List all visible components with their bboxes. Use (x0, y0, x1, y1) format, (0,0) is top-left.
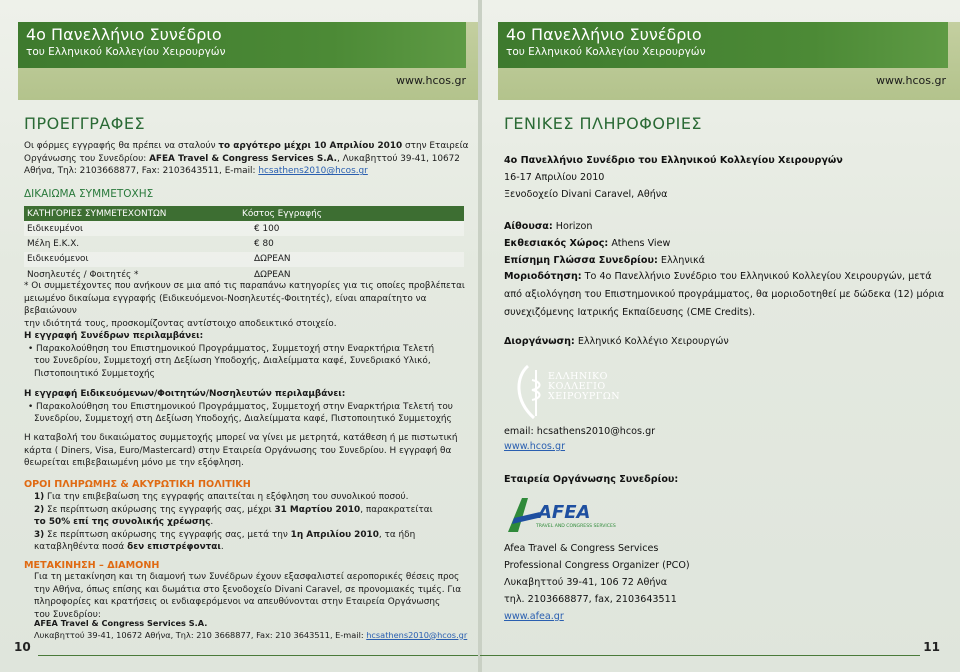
fee-category: Νοσηλευτές / Φοιτητές * (27, 269, 139, 280)
fees-heading: ΔΙΚΑΙΩΜΑ ΣΥΜΜΕΤΟΧΗΣ (24, 188, 154, 200)
payment-text (24, 432, 469, 470)
header-website: www.hcos.gr (876, 74, 946, 87)
header-website: www.hcos.gr (396, 74, 466, 87)
pco-line: Afea Travel & Congress Services (504, 543, 659, 554)
policy-text: , τα ήδη (378, 529, 416, 540)
fee-category: Ειδικευόμενοι (27, 254, 89, 265)
conference-dates: 16-17 Απριλίου 2010 (504, 172, 605, 183)
intro-text: στην Εταιρεία (402, 141, 469, 151)
email-link[interactable]: hcsathens2010@hcos.gr (366, 629, 468, 640)
right-page (480, 0, 960, 672)
policy-text: Για την επιβεβαίωση της εγγραφής απαιτείται η εξόφληση του συνολικού ποσού. (44, 492, 409, 502)
policy-no-refund: δεν επιστρέφονται (127, 542, 221, 553)
credits-text: Το 4ο Πανελλήνιο Συνέδριο του Ελληνικού Κολλεγίου Χειρουργών, μετά (581, 271, 932, 282)
hall-value: Horizon (552, 221, 593, 232)
credits-text: από αξιολόγηση του Επιστημονικού προγράμματος, θα μοριοδοτηθεί με δώδεκα (12) μόρια (504, 289, 945, 300)
footer-divider (480, 655, 920, 656)
language-label: Επίσημη Γλώσσα Συνεδρίου: (504, 255, 658, 266)
note-line: * Οι συμμετέχοντες που ανήκουν σε μια από τις παραπάνω κατηγορίες για τις οποίες προβλέπεται (24, 281, 465, 291)
fee-price: ΔΩΡΕΑΝ (254, 254, 291, 265)
inclusions-residents (24, 388, 472, 426)
policy-charge: το 50% επί της συνολικής χρέωσης (34, 517, 211, 528)
afea-tagline: TRAVEL AND CONGRESS SERVICES (536, 524, 616, 529)
conference-venue: Ξενοδοχείο Divani Caravel, Αθήνα (504, 189, 668, 200)
policy-text: καταβληθέντα ποσά (34, 542, 128, 553)
fee-table-header (24, 206, 464, 221)
fee-category: Μέλη Ε.Κ.Χ. (27, 239, 80, 250)
fee-price: € 100 (254, 223, 280, 234)
inclusion-item: του Συνεδρίου, Συμμετοχή στη Δεξίωση Υποδοχής, Διαλείμματα καφέ, Συνεδριακό Υλικό, (34, 356, 431, 367)
header-green-bar (18, 22, 466, 68)
language-value: Ελληνικά (657, 255, 705, 266)
pco-line: Λυκαβηττού 39-41, 106 72 Αθήνα (504, 577, 668, 588)
policy-date: 1η Απριλίου 2010 (290, 529, 379, 540)
transfer-line: την Αθήνα, όπως επίσης και δωμάτια στο ξενοδοχείο Divani Caravel, σε προνομιακές τιμές. Για (34, 584, 462, 595)
header-green-bar (498, 22, 948, 68)
company-name: AFEA Travel & Congress Services S.A. (34, 618, 208, 628)
pco-heading: Εταιρεία Οργάνωσης Συνεδρίου: (504, 474, 679, 485)
fee-price: ΔΩΡΕΑΝ (254, 269, 291, 280)
credits-label: Μοριοδότηση: (504, 271, 582, 282)
policy-date: 31 Μαρτίου 2010 (274, 504, 361, 515)
fee-col-cost: Κόστος Εγγραφής (242, 208, 322, 219)
transfer-line: του Συνεδρίου: (34, 609, 101, 620)
page-number: 11 (923, 640, 940, 654)
inclusion-item: Συνεδρίου, Συμμετοχή στη Δεξίωση Υποδοχής, Διαλείμματα καφέ, Πιστοποιητικό Συμμετοχής (34, 414, 452, 425)
company-contact (34, 618, 474, 641)
transfer-line: πληροφορίες και κρατήσεις οι ενδιαφερόμενοι να απευθύνονται στην Εταιρεία Οργάνωσης (34, 597, 441, 608)
inclusion-item: Πιστοποιητικό Συμμετοχής (34, 368, 155, 379)
policy-text: . (220, 542, 224, 553)
conference-title: 4ο Πανελλήνιο Συνέδριο (26, 25, 222, 44)
policy-text: Σε περίπτωση ακύρωσης της εγγραφής σας, μετά την (44, 529, 291, 540)
fee-price: € 80 (254, 239, 274, 250)
inclusions-heading: Η εγγραφή Συνέδρων περιλαμβάνει: (24, 331, 204, 341)
fee-category: Ειδικευμένοι (27, 223, 84, 234)
logo-text: ΚΟΛΛΕΓΙΟ (548, 381, 606, 392)
college-logo (506, 360, 646, 424)
registration-intro (24, 140, 469, 178)
inclusion-item: • Παρακολούθηση του Επιστημονικού Προγράμματος, Συμμετοχή στην Εναρκτήρια Τελετή του (28, 401, 453, 412)
policy-text: Σε περίπτωση ακύρωσης της εγγραφής σας, μέχρι (44, 504, 275, 515)
logo-text: ΧΕΙΡΟΥΡΓΩΝ (548, 391, 621, 402)
inclusions-specialists (24, 330, 469, 380)
policy-heading: ΟΡΟΙ ΠΛΗΡΩΜΗΣ & ΑΚΥΡΩΤΙΚΗ ΠΟΛΙΤΙΚΗ (24, 479, 251, 490)
intro-deadline: το αργότερο μέχρι 10 Απριλίου 2010 (218, 141, 403, 151)
organizer-info (504, 336, 729, 347)
fee-note (24, 280, 472, 330)
table-row (24, 236, 464, 251)
intro-text: Αθήνα, Τηλ: 2103668877, Fax: 2103643511, E-mail: (24, 166, 259, 177)
fee-table (24, 206, 464, 283)
conference-info (504, 152, 944, 203)
intro-company: AFEA Travel & Congress Services S.A. (149, 153, 337, 164)
intro-text: Οργάνωσης του Συνεδρίου: (24, 153, 150, 164)
policy-text: . (210, 517, 214, 528)
logo-text: ΕΛΛΗΝΙΚΟ (548, 371, 608, 382)
afea-wordmark: AFEA (538, 502, 591, 523)
company-address: Λυκαβηττού 39-41, 10672 Αθήνα, Τηλ: 210 3668877, Fax: 210 3643511, E-mail: (34, 629, 367, 640)
inclusion-item: • Παρακολούθηση του Επιστημονικού Προγράμματος, Συμμετοχή στην Εναρκτήρια Τελετή (28, 343, 435, 354)
conference-title: 4ο Πανελλήνιο Συνέδριο (506, 25, 702, 44)
policy-number: 3) (34, 529, 45, 540)
transfer-heading: ΜΕΤΑΚΙΝΗΣΗ – ΔΙΑΜΟΝΗ (24, 560, 160, 571)
table-row (24, 252, 464, 267)
venue-details (504, 218, 944, 269)
conference-subtitle: του Ελληνικού Κολλεγίου Χειρουργών (506, 46, 706, 58)
conference-name: 4ο Πανελλήνιο Συνέδριο του Ελληνικού Κολλεγίου Χειρουργών (504, 155, 843, 166)
pco-details (504, 540, 690, 625)
footer-divider (38, 655, 478, 656)
policy-number: 1) (34, 492, 45, 502)
payment-line: κάρτα ( Diners, Visa, Euro/Mastercard) στην Εταιρεία Οργάνωσης του Συνεδρίου. Η εγγραφή θα (24, 445, 452, 456)
pco-line: τηλ. 2103668877, fax, 2103643511 (504, 594, 677, 605)
contact-email: email: hcsathens2010@hcos.gr (504, 426, 656, 437)
credits-text: συνεχιζόμενης Ιατρικής Εκπαίδευσης (CME Credits). (504, 307, 756, 318)
page-number: 10 (14, 640, 31, 654)
expo-label: Εκθεσιακός Χώρος: (504, 238, 609, 249)
transfer-text (34, 571, 474, 621)
contact-info (504, 424, 655, 454)
payment-line: θεωρείται επιβεβαιωμένη μόνο με την εξόφληση. (24, 458, 244, 469)
email-link[interactable]: hcsathens2010@hcos.gr (258, 166, 368, 177)
pco-website-link[interactable]: www.afea.gr (504, 611, 564, 622)
page-heading: ΠΡΟΕΓΓΡΑΦΕΣ (24, 114, 146, 133)
website-link[interactable]: www.hcos.gr (504, 441, 566, 452)
policy-list (34, 491, 464, 554)
organizer-value: Ελληνικό Κολλέγιο Χειρουργών (574, 336, 729, 347)
fee-col-category: ΚΑΤΗΓΟΡΙΕΣ ΣΥΜΜΕΤΕΧΟΝΤΩΝ (27, 208, 167, 219)
hall-label: Αίθουσα: (504, 221, 553, 232)
intro-text: , Λυκαβηττού 39-41, 10672 (337, 153, 460, 164)
intro-text: Οι φόρμες εγγραφής θα πρέπει να σταλούν (24, 141, 219, 151)
expo-value: Athens View (608, 238, 671, 249)
page-heading: ΓΕΝΙΚΕΣ ΠΛΗΡΟΦΟΡΙΕΣ (504, 114, 703, 133)
inclusions-heading: Η εγγραφή Ειδικευόμενων/Φοιτητών/Νοσηλευτών περιλαμβάνει: (24, 389, 346, 399)
conference-subtitle: του Ελληνικού Κολλεγίου Χειρουργών (26, 46, 226, 58)
table-row (24, 221, 464, 236)
header-band (498, 22, 960, 100)
credits-info (504, 268, 949, 322)
policy-text: , παρακρατείται (360, 504, 433, 515)
afea-logo (504, 494, 624, 534)
organizer-label: Διοργάνωση: (504, 336, 575, 347)
payment-line: Η καταβολή του δικαιώματος συμμετοχής μπορεί να γίνει με μετρητά, κατάθεση ή με πιστωτική (24, 433, 458, 443)
policy-number: 2) (34, 504, 45, 515)
transfer-line: Για τη μετακίνηση και τη διαμονή των Συνέδρων έχουν εξασφαλιστεί αεροπορικές θέσεις προς (34, 572, 460, 582)
note-line: την ιδιότητά τους, προσκομίζοντας αντίστοιχο αποδεικτικό στοιχείο. (24, 318, 337, 329)
header-band (18, 22, 480, 100)
pco-line: Professional Congress Organizer (PCO) (504, 560, 690, 571)
note-line: μειωμένο δικαίωμα εγγραφής (Ειδικευόμενοι-Νοσηλευτές-Φοιτητές), είναι απαραίτητο να βεβαιώνουν (24, 293, 427, 317)
